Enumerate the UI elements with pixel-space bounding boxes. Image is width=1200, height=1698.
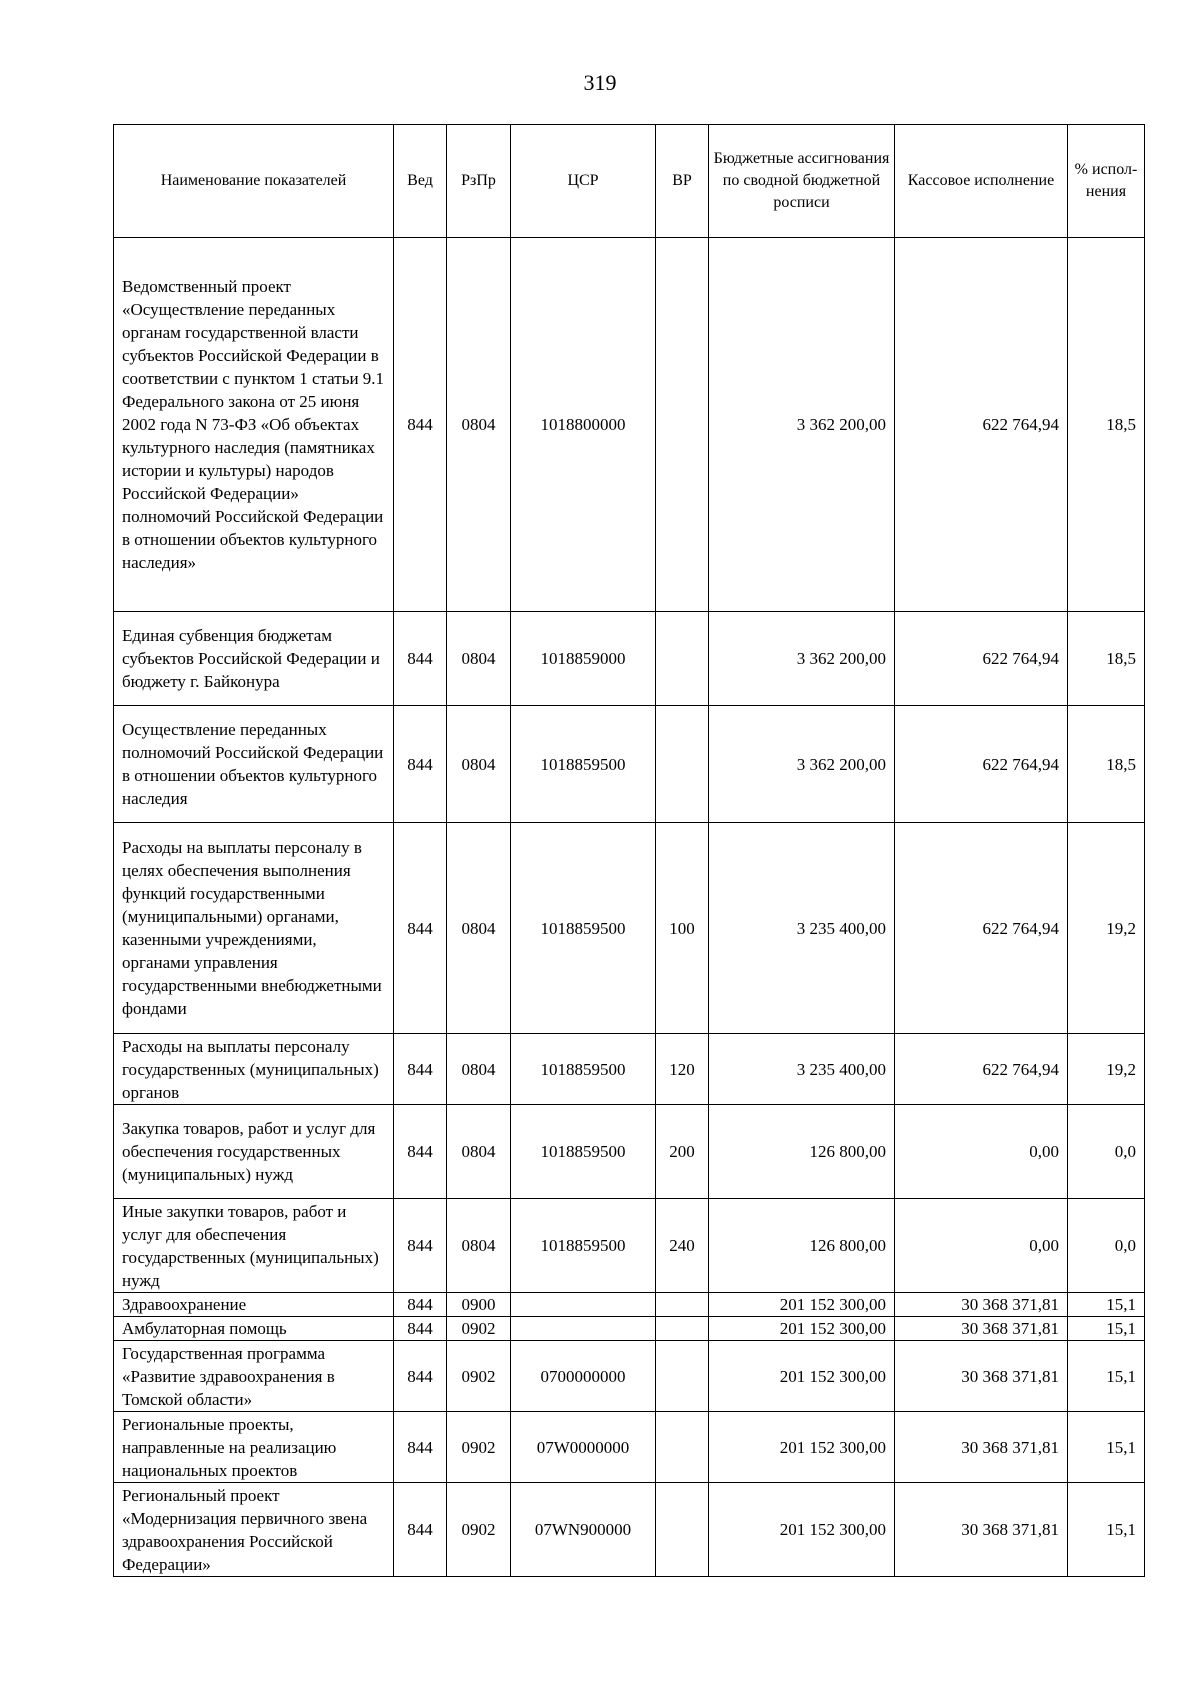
header-vr: ВР: [656, 125, 709, 238]
row-csr: 1018859500: [511, 823, 656, 1034]
header-executed: Кассовое исполнение: [895, 125, 1068, 238]
row-executed: 622 764,94: [895, 612, 1068, 706]
row-name: Ведомственный проект «Осуществление переданных органам государственной власти субъектов Российской Федерации в соответствии с пунктом 1 статьи 9.1 Федерального закона от 25 июня 2002 года N 73-ФЗ «Об объектах культурного наследия (памятниках истории и культуры) народов Российской Федерации» полномочий Российской Федерации в отношении объектов культурного наследия»: [114, 238, 394, 612]
row-csr: 0700000000: [511, 1341, 656, 1412]
table-row: [114, 1199, 1145, 1293]
row-rzpr: 0902: [447, 1341, 511, 1412]
row-rzpr: 0804: [447, 706, 511, 823]
row-vr: [656, 238, 709, 612]
row-ved: 844: [394, 1034, 447, 1105]
table-row: [114, 1293, 1145, 1317]
header-rzpr: РзПр: [447, 125, 511, 238]
row-name: Амбулаторная помощь: [114, 1317, 394, 1341]
header-name: Наименование показателей: [114, 125, 394, 238]
row-executed: 622 764,94: [895, 1034, 1068, 1105]
row-vr: 200: [656, 1105, 709, 1199]
row-percent: 15,1: [1068, 1483, 1145, 1577]
row-name: Здравоохранение: [114, 1293, 394, 1317]
row-ved: 844: [394, 1483, 447, 1577]
row-budget: 3 362 200,00: [709, 706, 895, 823]
header-percent: % испол-нения: [1068, 125, 1145, 238]
row-name: Государственная программа «Развитие здравоохранения в Томской области»: [114, 1341, 394, 1412]
row-csr: 1018859000: [511, 612, 656, 706]
row-ved: 844: [394, 823, 447, 1034]
row-budget: 201 152 300,00: [709, 1483, 895, 1577]
row-csr: [511, 1293, 656, 1317]
row-budget: 3 235 400,00: [709, 1034, 895, 1105]
row-percent: 19,2: [1068, 1034, 1145, 1105]
row-name: Расходы на выплаты персоналу государственных (муниципальных) органов: [114, 1034, 394, 1105]
row-budget: 201 152 300,00: [709, 1293, 895, 1317]
page-number: 319: [583, 70, 617, 95]
row-rzpr: 0804: [447, 238, 511, 612]
row-budget: 3 362 200,00: [709, 612, 895, 706]
row-executed: 30 368 371,81: [895, 1341, 1068, 1412]
row-budget: 201 152 300,00: [709, 1317, 895, 1341]
row-csr: 07WN900000: [511, 1483, 656, 1577]
header-csr: ЦСР: [511, 125, 656, 238]
table-row: [114, 612, 1145, 706]
row-csr: [511, 1317, 656, 1341]
row-name: Региональные проекты, направленные на реализацию национальных проектов: [114, 1412, 394, 1483]
row-csr: 1018800000: [511, 238, 656, 612]
row-budget: 126 800,00: [709, 1105, 895, 1199]
row-rzpr: 0804: [447, 823, 511, 1034]
row-executed: 622 764,94: [895, 823, 1068, 1034]
row-csr: 1018859500: [511, 1199, 656, 1293]
row-vr: 240: [656, 1199, 709, 1293]
row-percent: 15,1: [1068, 1341, 1145, 1412]
row-csr: 1018859500: [511, 706, 656, 823]
row-percent: 15,1: [1068, 1317, 1145, 1341]
row-percent: 0,0: [1068, 1199, 1145, 1293]
row-percent: 0,0: [1068, 1105, 1145, 1199]
row-rzpr: 0902: [447, 1317, 511, 1341]
row-ved: 844: [394, 238, 447, 612]
row-ved: 844: [394, 1341, 447, 1412]
row-percent: 15,1: [1068, 1412, 1145, 1483]
row-executed: 30 368 371,81: [895, 1317, 1068, 1341]
row-percent: 19,2: [1068, 823, 1145, 1034]
row-vr: [656, 1293, 709, 1317]
row-vr: [656, 1412, 709, 1483]
row-executed: 30 368 371,81: [895, 1293, 1068, 1317]
table-header-row: [114, 125, 1145, 238]
row-vr: [656, 1317, 709, 1341]
row-vr: 120: [656, 1034, 709, 1105]
row-ved: 844: [394, 706, 447, 823]
row-percent: 18,5: [1068, 238, 1145, 612]
row-rzpr: 0804: [447, 1034, 511, 1105]
row-ved: 844: [394, 1293, 447, 1317]
table-row: [114, 1317, 1145, 1341]
budget-table: [113, 124, 1145, 1577]
row-executed: 0,00: [895, 1105, 1068, 1199]
table-row: [114, 706, 1145, 823]
row-budget: 201 152 300,00: [709, 1341, 895, 1412]
row-name: Расходы на выплаты персоналу в целях обеспечения выполнения функций государственными (муниципальными) органами, казенными учреждениями, органами управления государственными внебюджетными фондами: [114, 823, 394, 1034]
row-executed: 0,00: [895, 1199, 1068, 1293]
row-vr: [656, 1341, 709, 1412]
row-vr: [656, 1483, 709, 1577]
row-vr: 100: [656, 823, 709, 1034]
row-ved: 844: [394, 1412, 447, 1483]
row-ved: 844: [394, 1105, 447, 1199]
header-budget: Бюджетные ассигнования по сводной бюджетной росписи: [709, 125, 895, 238]
table-row: [114, 1105, 1145, 1199]
table-row: [114, 823, 1145, 1034]
row-name: Осуществление переданных полномочий Российской Федерации в отношении объектов культурного наследия: [114, 706, 394, 823]
row-name: Закупка товаров, работ и услуг для обеспечения государственных (муниципальных) нужд: [114, 1105, 394, 1199]
row-name: Иные закупки товаров, работ и услуг для обеспечения государственных (муниципальных) нужд: [114, 1199, 394, 1293]
row-csr: 07W0000000: [511, 1412, 656, 1483]
row-executed: 622 764,94: [895, 238, 1068, 612]
row-percent: 18,5: [1068, 706, 1145, 823]
row-name: Единая субвенция бюджетам субъектов Российской Федерации и бюджету г. Байконура: [114, 612, 394, 706]
table-row: [114, 1034, 1145, 1105]
row-name: Региональный проект «Модернизация первичного звена здравоохранения Российской Федерации»: [114, 1483, 394, 1577]
table-row: [114, 1341, 1145, 1412]
row-budget: 3 362 200,00: [709, 238, 895, 612]
row-percent: 15,1: [1068, 1293, 1145, 1317]
row-vr: [656, 706, 709, 823]
header-ved: Вед: [394, 125, 447, 238]
row-ved: 844: [394, 1317, 447, 1341]
row-rzpr: 0804: [447, 612, 511, 706]
row-vr: [656, 612, 709, 706]
row-ved: 844: [394, 1199, 447, 1293]
row-budget: 3 235 400,00: [709, 823, 895, 1034]
table-row: [114, 1483, 1145, 1577]
row-executed: 622 764,94: [895, 706, 1068, 823]
table-row: [114, 238, 1145, 612]
row-rzpr: 0804: [447, 1105, 511, 1199]
row-rzpr: 0902: [447, 1483, 511, 1577]
row-rzpr: 0900: [447, 1293, 511, 1317]
row-rzpr: 0804: [447, 1199, 511, 1293]
row-rzpr: 0902: [447, 1412, 511, 1483]
row-executed: 30 368 371,81: [895, 1412, 1068, 1483]
row-csr: 1018859500: [511, 1034, 656, 1105]
row-csr: 1018859500: [511, 1105, 656, 1199]
row-ved: 844: [394, 612, 447, 706]
row-budget: 201 152 300,00: [709, 1412, 895, 1483]
row-percent: 18,5: [1068, 612, 1145, 706]
table-row: [114, 1412, 1145, 1483]
row-executed: 30 368 371,81: [895, 1483, 1068, 1577]
row-budget: 126 800,00: [709, 1199, 895, 1293]
